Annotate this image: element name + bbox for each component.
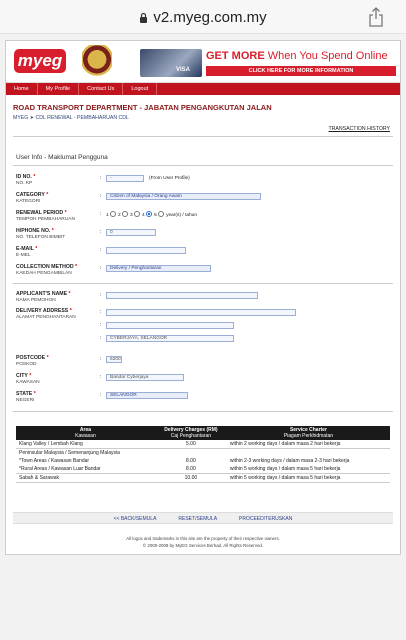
email-row: E-MAIL * E-MEL : — [16, 246, 392, 261]
radio-1-year[interactable] — [110, 211, 116, 217]
myeg-logo[interactable]: myeg — [14, 49, 66, 73]
table-row: *Rural Areas / Kawasan Luar Bandar 8.00 within 5 working days / dalam masa 5 hari bekerja — [16, 465, 390, 474]
phone-sublabel: NO. TELEFON BIMBIT — [16, 235, 66, 240]
jpj-crest-icon — [82, 45, 112, 77]
footer-trademark: All logos and trademarks in this site are the property of their respective owners. — [126, 536, 280, 541]
email-input[interactable] — [106, 247, 186, 254]
table-row: *Town Areas / Kawasan Bandar 8.00 within 2-3 working days / dalam masa 2-3 hari bekerja — [19, 458, 350, 464]
name-row: APPLICANT'S NAME * NAMA PEMOHON : — [16, 291, 392, 306]
phone-label: H/PHONE NO. * — [16, 228, 54, 234]
radio-3-year[interactable] — [134, 211, 140, 217]
city-sublabel: KAWASAN — [16, 380, 40, 385]
state-select[interactable]: SELANGOR — [106, 392, 188, 399]
renewal-row: RENEWAL PERIOD * TEMPOH PEMBAHARUAN : 1 2 3 4 5 year(s) / tahun — [16, 210, 198, 222]
name-label: APPLICANT'S NAME * — [16, 291, 71, 297]
name-sublabel: NAMA PEMOHON — [16, 298, 56, 303]
url-text: v2.myeg.com.my — [153, 9, 267, 26]
table-row: Sabah & Sarawak 10.00 within 5 working days / dalam masa 5 hari bekerja — [16, 474, 390, 483]
table-header-area: Area Kawasan — [16, 426, 155, 440]
divider — [13, 411, 393, 412]
state-sublabel: NEGERI — [16, 398, 35, 403]
footer-copyright: © 2000-2009 by MyEG Services Berhad. All Rights Reserved. — [142, 543, 264, 548]
breadcrumb[interactable]: MYEG ➤ CDL RENEWAL - PEMBAHARUAN CDL — [13, 115, 129, 121]
id-no-label: ID NO. * — [16, 174, 36, 180]
collection-sublabel: KAEDAH PENGAMBILAN — [16, 271, 72, 276]
address-row: DELIVERY ADDRESS * ALAMAT PENGHANTARAN : : : CYBERJAYA, SELANGOR — [16, 308, 392, 353]
renewal-suffix: year(s) / tahun — [166, 213, 198, 218]
collection-row: COLLECTION METHOD * KAEDAH PENGAMBILAN : Delivery / Penghantaran — [16, 264, 392, 279]
footer — [6, 535, 400, 549]
category-row: CATEGORY * KATEGORI : Citizen of Malaysia / Orang Awam — [16, 192, 392, 207]
category-sublabel: KATEGORI — [16, 199, 41, 204]
address-line-1[interactable] — [106, 309, 296, 316]
name-input[interactable] — [106, 292, 258, 299]
email-label: E-MAIL * — [16, 246, 38, 252]
table-row: Klang Valley / Lembah Klang 5.00 within 2 working days / dalam masa 2 hari bekerja — [16, 440, 390, 449]
lock-icon — [139, 12, 148, 23]
renewal-sublabel: TEMPOH PEMBAHARUAN — [16, 217, 75, 222]
postcode-input[interactable]: 6300 — [106, 356, 122, 363]
divider — [13, 165, 393, 166]
radio-4-year[interactable] — [146, 211, 152, 217]
promo-bold: GET MORE — [206, 50, 265, 62]
collection-label: COLLECTION METHOD * — [16, 264, 78, 270]
section-title: User Info - Maklumat Pengguna — [16, 154, 108, 161]
table-row: Peninsular Malaysia / Semenanjung Malaysia — [19, 450, 120, 456]
credit-card-icon — [140, 49, 202, 77]
page-title: ROAD TRANSPORT DEPARTMENT - JABATAN PENGANGKUTAN JALAN — [13, 103, 272, 112]
city-input[interactable]: Bandar Cyberjaya — [106, 374, 184, 381]
radio-5-year[interactable] — [158, 211, 164, 217]
nav-contact-us[interactable]: Contact Us — [79, 83, 123, 95]
browser-address-bar — [0, 0, 406, 34]
proceed-button[interactable]: PROCEED/TERUSKAN — [239, 516, 293, 522]
nav-logout[interactable]: Logout — [123, 83, 157, 95]
transaction-history-link[interactable]: TRANSACTION HISTORY — [328, 126, 390, 132]
url-field[interactable] — [0, 9, 406, 26]
back-button[interactable]: << BACK/SEMULA — [113, 516, 157, 522]
address-line-2[interactable] — [106, 322, 234, 329]
promo-rest: When You Spend Online — [264, 50, 388, 62]
promo-banner[interactable] — [140, 49, 398, 79]
category-label: CATEGORY * — [16, 192, 49, 198]
reset-button[interactable]: RESET/SEMULA — [178, 516, 218, 522]
promo-text — [206, 50, 388, 62]
address-sublabel: ALAMAT PENGHANTARAN — [16, 315, 76, 320]
table-header-charter: Service Charter Piagam Perkhidmatan — [227, 426, 390, 440]
postcode-sublabel: POSKOD — [16, 362, 37, 367]
web-page — [5, 40, 401, 555]
nav-home[interactable]: Home — [6, 83, 38, 95]
form-actions — [13, 512, 393, 524]
state-label: STATE * — [16, 391, 36, 397]
share-icon[interactable] — [368, 7, 384, 27]
promo-info-button[interactable]: CLICK HERE FOR MORE INFORMATION — [206, 66, 396, 76]
postcode-label: POSTCODE * — [16, 355, 49, 361]
category-select[interactable]: Citizen of Malaysia / Orang Awam — [106, 193, 261, 200]
divider — [13, 136, 393, 137]
phone-row: H/PHONE NO. * NO. TELEFON BIMBIT : 0 — [16, 228, 392, 243]
id-no-note: (From User Profile) — [149, 176, 190, 181]
city-label: CITY * — [16, 373, 32, 379]
id-no-row: ID NO. * NO. KP : - (From User Profile) — [16, 174, 190, 186]
city-row: CITY * KAWASAN : Bandar Cyberjaya — [16, 373, 392, 388]
address-line-3[interactable]: CYBERJAYA, SELANGOR — [106, 335, 234, 342]
id-no-value: - — [106, 175, 144, 182]
email-sublabel: E-MEL — [16, 253, 31, 258]
banner — [6, 41, 400, 83]
delivery-charges-table — [16, 426, 390, 483]
divider — [13, 283, 393, 284]
phone-input[interactable]: 0 — [106, 229, 156, 236]
top-nav — [6, 83, 400, 95]
postcode-row: POSTCODE * POSKOD : 6300 — [16, 355, 121, 367]
address-label: DELIVERY ADDRESS * — [16, 308, 72, 314]
visa-label: VISA — [176, 67, 191, 73]
renewal-radio-group: 1 2 3 4 5 year(s) / tahun — [106, 213, 198, 218]
collection-select[interactable]: Delivery / Penghantaran — [106, 265, 211, 272]
nav-my-profile[interactable]: My Profile — [38, 83, 79, 95]
renewal-label: RENEWAL PERIOD * — [16, 210, 67, 216]
table-header-charges: Delivery Charges (RM) Caj Penghantaran — [155, 426, 227, 440]
state-row: STATE * NEGERI : SELANGOR — [16, 391, 392, 406]
id-no-sublabel: NO. KP — [16, 181, 33, 186]
radio-2-year[interactable] — [122, 211, 128, 217]
